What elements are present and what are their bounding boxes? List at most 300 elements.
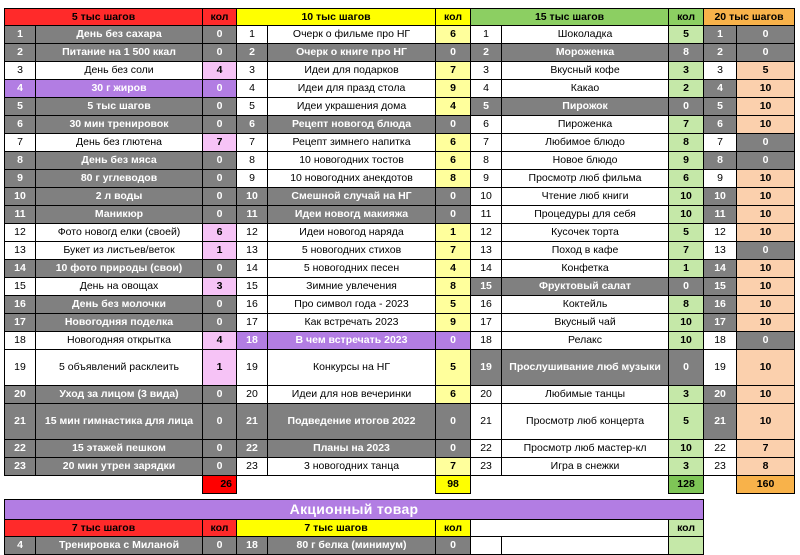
task-10k: 5 новогодних песен bbox=[268, 260, 436, 278]
task-5k: 5 тыс шагов bbox=[36, 98, 203, 116]
task-5k: День без соли bbox=[36, 62, 203, 80]
promo-header-kol: кол bbox=[203, 520, 237, 537]
table-row bbox=[5, 44, 795, 62]
promo-header-kol-2: кол bbox=[436, 520, 471, 537]
task-5k: День без мяса bbox=[36, 152, 203, 170]
task-15k: Релакс bbox=[502, 332, 669, 350]
row-number-10k: 22 bbox=[237, 440, 268, 458]
totals-spacer bbox=[704, 476, 737, 494]
row-number-5k: 7 bbox=[5, 134, 36, 152]
header-15k: 15 тыс шагов bbox=[471, 9, 669, 26]
promo-blank-count bbox=[669, 537, 704, 555]
table-row bbox=[5, 404, 795, 440]
task-5k: 5 объявлений расклеить bbox=[36, 350, 203, 386]
count-15k: 8 bbox=[669, 296, 704, 314]
promo-item-1: Тренировка с Миланой bbox=[36, 537, 203, 555]
task-10k: Про символ года - 2023 bbox=[268, 296, 436, 314]
task-15k: Просмотр люб мастер-кл bbox=[502, 440, 669, 458]
promo-number-1: 4 bbox=[5, 537, 36, 555]
row-number-5k: 20 bbox=[5, 386, 36, 404]
count-10k: 0 bbox=[436, 332, 471, 350]
row-number-5k: 17 bbox=[5, 314, 36, 332]
count-15k: 3 bbox=[669, 386, 704, 404]
count-20k: 8 bbox=[737, 458, 795, 476]
row-number-10k: 16 bbox=[237, 296, 268, 314]
promo-banner-row bbox=[5, 500, 795, 520]
count-15k: 5 bbox=[669, 224, 704, 242]
task-15k: Конфетка bbox=[502, 260, 669, 278]
task-5k: 2 л воды bbox=[36, 188, 203, 206]
count-5k: 0 bbox=[203, 80, 237, 98]
row-number-15k: 9 bbox=[471, 170, 502, 188]
table-row bbox=[5, 350, 795, 386]
count-20k: 5 bbox=[737, 62, 795, 80]
row-number-20k: 20 bbox=[704, 386, 737, 404]
table-row bbox=[5, 458, 795, 476]
table-row bbox=[5, 134, 795, 152]
totals-spacer bbox=[237, 476, 436, 494]
promo-item-2: 80 г белка (минимум) bbox=[268, 537, 436, 555]
count-20k: 10 bbox=[737, 80, 795, 98]
promo-blank-num bbox=[471, 537, 502, 555]
task-5k: День без сахара bbox=[36, 26, 203, 44]
row-number-15k: 23 bbox=[471, 458, 502, 476]
table-row bbox=[5, 296, 795, 314]
row-number-5k: 21 bbox=[5, 404, 36, 440]
count-15k: 7 bbox=[669, 116, 704, 134]
header-5k: 5 тыс шагов bbox=[5, 9, 203, 26]
count-5k: 1 bbox=[203, 242, 237, 260]
count-5k: 0 bbox=[203, 152, 237, 170]
row-number-5k: 16 bbox=[5, 296, 36, 314]
count-20k: 10 bbox=[737, 170, 795, 188]
count-15k: 10 bbox=[669, 188, 704, 206]
task-5k: 10 фото природы (свои) bbox=[36, 260, 203, 278]
row-number-10k: 1 bbox=[237, 26, 268, 44]
row-number-5k: 8 bbox=[5, 152, 36, 170]
count-5k: 0 bbox=[203, 188, 237, 206]
row-number-10k: 14 bbox=[237, 260, 268, 278]
task-15k: Пирожок bbox=[502, 98, 669, 116]
row-number-5k: 1 bbox=[5, 26, 36, 44]
row-number-10k: 2 bbox=[237, 44, 268, 62]
count-20k: 0 bbox=[737, 332, 795, 350]
promo-row bbox=[5, 537, 795, 555]
task-5k: Фото новогд елки (своей) bbox=[36, 224, 203, 242]
total-10k: 98 bbox=[436, 476, 471, 494]
count-10k: 5 bbox=[436, 296, 471, 314]
row-number-20k: 13 bbox=[704, 242, 737, 260]
count-5k: 0 bbox=[203, 440, 237, 458]
row-number-5k: 6 bbox=[5, 116, 36, 134]
task-5k: Новогодняя поделка bbox=[36, 314, 203, 332]
count-20k: 10 bbox=[737, 350, 795, 386]
task-10k: Идеи новогд макияжа bbox=[268, 206, 436, 224]
row-number-20k: 19 bbox=[704, 350, 737, 386]
count-20k: 7 bbox=[737, 440, 795, 458]
task-10k: 3 новогодних танца bbox=[268, 458, 436, 476]
row-number-15k: 6 bbox=[471, 116, 502, 134]
row-number-20k: 16 bbox=[704, 296, 737, 314]
task-15k: Любимое блюдо bbox=[502, 134, 669, 152]
row-number-10k: 3 bbox=[237, 62, 268, 80]
row-number-10k: 10 bbox=[237, 188, 268, 206]
header-20k: 20 тыс шагов bbox=[704, 9, 795, 26]
count-15k: 0 bbox=[669, 278, 704, 296]
count-20k: 10 bbox=[737, 188, 795, 206]
count-5k: 0 bbox=[203, 314, 237, 332]
row-number-5k: 4 bbox=[5, 80, 36, 98]
row-number-20k: 11 bbox=[704, 206, 737, 224]
row-number-15k: 19 bbox=[471, 350, 502, 386]
promo-header-row bbox=[5, 520, 795, 537]
count-5k: 3 bbox=[203, 278, 237, 296]
row-number-5k: 12 bbox=[5, 224, 36, 242]
row-number-15k: 3 bbox=[471, 62, 502, 80]
count-5k: 6 bbox=[203, 224, 237, 242]
row-number-5k: 19 bbox=[5, 350, 36, 386]
count-15k: 10 bbox=[669, 440, 704, 458]
count-15k: 7 bbox=[669, 242, 704, 260]
table-row bbox=[5, 278, 795, 296]
row-number-15k: 14 bbox=[471, 260, 502, 278]
count-20k: 10 bbox=[737, 116, 795, 134]
row-number-15k: 2 bbox=[471, 44, 502, 62]
count-15k: 5 bbox=[669, 404, 704, 440]
count-5k: 4 bbox=[203, 332, 237, 350]
task-10k: В чем встречать 2023 bbox=[268, 332, 436, 350]
count-15k: 0 bbox=[669, 98, 704, 116]
row-number-20k: 21 bbox=[704, 404, 737, 440]
task-10k: Идеи для празд стола bbox=[268, 80, 436, 98]
task-5k: День без молочки bbox=[36, 296, 203, 314]
count-15k: 10 bbox=[669, 314, 704, 332]
task-15k: Процедуры для себя bbox=[502, 206, 669, 224]
row-number-5k: 15 bbox=[5, 278, 36, 296]
task-5k: 30 г жиров bbox=[36, 80, 203, 98]
row-number-5k: 22 bbox=[5, 440, 36, 458]
row-number-15k: 18 bbox=[471, 332, 502, 350]
row-number-5k: 9 bbox=[5, 170, 36, 188]
count-20k: 0 bbox=[737, 152, 795, 170]
count-5k: 4 bbox=[203, 62, 237, 80]
count-5k: 0 bbox=[203, 458, 237, 476]
count-20k: 10 bbox=[737, 296, 795, 314]
total-5k: 26 bbox=[203, 476, 237, 494]
header-kol-5k: кол bbox=[203, 9, 237, 26]
row-number-5k: 11 bbox=[5, 206, 36, 224]
row-number-15k: 12 bbox=[471, 224, 502, 242]
task-10k: 10 новогодних тостов bbox=[268, 152, 436, 170]
row-number-10k: 15 bbox=[237, 278, 268, 296]
count-10k: 7 bbox=[436, 458, 471, 476]
table-row bbox=[5, 440, 795, 458]
table-row bbox=[5, 224, 795, 242]
row-number-10k: 21 bbox=[237, 404, 268, 440]
table-row bbox=[5, 26, 795, 44]
count-15k: 8 bbox=[669, 44, 704, 62]
task-10k: Подведение итогов 2022 bbox=[268, 404, 436, 440]
row-number-15k: 10 bbox=[471, 188, 502, 206]
task-15k: Новое блюдо bbox=[502, 152, 669, 170]
count-5k: 0 bbox=[203, 386, 237, 404]
row-number-20k: 8 bbox=[704, 152, 737, 170]
count-15k: 8 bbox=[669, 134, 704, 152]
count-15k: 3 bbox=[669, 458, 704, 476]
row-number-15k: 21 bbox=[471, 404, 502, 440]
task-10k: Конкурсы на НГ bbox=[268, 350, 436, 386]
count-20k: 10 bbox=[737, 278, 795, 296]
count-5k: 0 bbox=[203, 116, 237, 134]
count-20k: 10 bbox=[737, 386, 795, 404]
row-number-10k: 9 bbox=[237, 170, 268, 188]
header-10k: 10 тыс шагов bbox=[237, 9, 436, 26]
table-row bbox=[5, 314, 795, 332]
count-5k: 0 bbox=[203, 98, 237, 116]
table-row bbox=[5, 62, 795, 80]
task-15k: Мороженка bbox=[502, 44, 669, 62]
task-5k: 15 этажей пешком bbox=[36, 440, 203, 458]
task-15k: Вкусный чай bbox=[502, 314, 669, 332]
count-10k: 6 bbox=[436, 386, 471, 404]
row-number-10k: 7 bbox=[237, 134, 268, 152]
promo-spacer bbox=[704, 537, 795, 555]
count-10k: 9 bbox=[436, 314, 471, 332]
count-10k: 7 bbox=[436, 242, 471, 260]
row-number-20k: 7 bbox=[704, 134, 737, 152]
row-number-5k: 23 bbox=[5, 458, 36, 476]
row-number-20k: 14 bbox=[704, 260, 737, 278]
row-number-15k: 4 bbox=[471, 80, 502, 98]
task-10k: Идеи для подарков bbox=[268, 62, 436, 80]
task-15k: Поход в кафе bbox=[502, 242, 669, 260]
banner-spacer bbox=[704, 500, 795, 520]
count-10k: 7 bbox=[436, 62, 471, 80]
count-20k: 0 bbox=[737, 26, 795, 44]
row-number-10k: 4 bbox=[237, 80, 268, 98]
promo-header-7k: 7 тыс шагов bbox=[5, 520, 203, 537]
count-10k: 1 bbox=[436, 224, 471, 242]
task-15k: Прослушивание люб музыки bbox=[502, 350, 669, 386]
header-kol-15k: кол bbox=[669, 9, 704, 26]
row-number-20k: 17 bbox=[704, 314, 737, 332]
task-10k: Идеи украшения дома bbox=[268, 98, 436, 116]
row-number-5k: 3 bbox=[5, 62, 36, 80]
row-number-20k: 4 bbox=[704, 80, 737, 98]
row-number-5k: 10 bbox=[5, 188, 36, 206]
task-15k: Просмотр люб концерта bbox=[502, 404, 669, 440]
row-number-15k: 15 bbox=[471, 278, 502, 296]
row-number-15k: 20 bbox=[471, 386, 502, 404]
task-10k: Очерк о книге про НГ bbox=[268, 44, 436, 62]
task-5k: 30 мин тренировок bbox=[36, 116, 203, 134]
promo-banner: Акционный товар bbox=[5, 500, 704, 520]
count-5k: 0 bbox=[203, 206, 237, 224]
totals-row bbox=[5, 476, 795, 494]
count-20k: 0 bbox=[737, 134, 795, 152]
row-number-10k: 18 bbox=[237, 332, 268, 350]
task-10k: Идеи для нов вечеринки bbox=[268, 386, 436, 404]
table-row bbox=[5, 188, 795, 206]
promo-header-7k-2: 7 тыс шагов bbox=[237, 520, 436, 537]
task-10k: 10 новогодних анекдотов bbox=[268, 170, 436, 188]
row-number-20k: 5 bbox=[704, 98, 737, 116]
row-number-20k: 10 bbox=[704, 188, 737, 206]
row-number-20k: 6 bbox=[704, 116, 737, 134]
count-10k: 4 bbox=[436, 98, 471, 116]
task-10k: Рецепт новогод блюда bbox=[268, 116, 436, 134]
task-5k: 15 мин гимнастика для лица bbox=[36, 404, 203, 440]
promo-number-2: 18 bbox=[237, 537, 268, 555]
task-15k: Какао bbox=[502, 80, 669, 98]
task-5k: 80 г углеводов bbox=[36, 170, 203, 188]
totals-spacer bbox=[471, 476, 669, 494]
count-15k: 10 bbox=[669, 206, 704, 224]
count-15k: 6 bbox=[669, 170, 704, 188]
row-number-10k: 8 bbox=[237, 152, 268, 170]
task-15k: Чтение люб книги bbox=[502, 188, 669, 206]
count-5k: 0 bbox=[203, 170, 237, 188]
count-10k: 5 bbox=[436, 350, 471, 386]
row-number-10k: 23 bbox=[237, 458, 268, 476]
header-kol-10k: кол bbox=[436, 9, 471, 26]
count-20k: 10 bbox=[737, 206, 795, 224]
row-number-20k: 22 bbox=[704, 440, 737, 458]
totals-spacer bbox=[5, 476, 203, 494]
count-5k: 1 bbox=[203, 350, 237, 386]
promo-count-1: 0 bbox=[203, 537, 237, 555]
row-number-20k: 15 bbox=[704, 278, 737, 296]
task-5k: Уход за лицом (3 вида) bbox=[36, 386, 203, 404]
task-15k: Шоколадка bbox=[502, 26, 669, 44]
count-10k: 9 bbox=[436, 80, 471, 98]
count-20k: 10 bbox=[737, 260, 795, 278]
task-15k: Коктейль bbox=[502, 296, 669, 314]
promo-blank-item bbox=[502, 537, 669, 555]
row-number-20k: 18 bbox=[704, 332, 737, 350]
task-10k: Рецепт зимнего напитка bbox=[268, 134, 436, 152]
count-10k: 8 bbox=[436, 170, 471, 188]
task-15k: Фруктовый салат bbox=[502, 278, 669, 296]
row-number-20k: 12 bbox=[704, 224, 737, 242]
promo-header-spacer bbox=[704, 520, 795, 537]
row-number-5k: 5 bbox=[5, 98, 36, 116]
task-5k: Питание на 1 500 ккал bbox=[36, 44, 203, 62]
count-10k: 6 bbox=[436, 26, 471, 44]
row-number-10k: 12 bbox=[237, 224, 268, 242]
table-row bbox=[5, 206, 795, 224]
row-number-15k: 5 bbox=[471, 98, 502, 116]
row-number-15k: 16 bbox=[471, 296, 502, 314]
count-20k: 0 bbox=[737, 242, 795, 260]
count-5k: 0 bbox=[203, 296, 237, 314]
count-5k: 0 bbox=[203, 44, 237, 62]
task-5k: Маникюр bbox=[36, 206, 203, 224]
count-10k: 4 bbox=[436, 260, 471, 278]
task-10k: Идеи новогод наряда bbox=[268, 224, 436, 242]
task-10k: Планы на 2023 bbox=[268, 440, 436, 458]
count-10k: 0 bbox=[436, 188, 471, 206]
task-15k: Пироженка bbox=[502, 116, 669, 134]
task-5k: День без глютена bbox=[36, 134, 203, 152]
count-20k: 0 bbox=[737, 44, 795, 62]
count-10k: 0 bbox=[436, 116, 471, 134]
task-10k: Очерк о фильме про НГ bbox=[268, 26, 436, 44]
row-number-15k: 22 bbox=[471, 440, 502, 458]
task-15k: Любимые танцы bbox=[502, 386, 669, 404]
count-5k: 0 bbox=[203, 404, 237, 440]
challenge-table bbox=[4, 8, 795, 555]
task-5k: 20 мин утрен зарядки bbox=[36, 458, 203, 476]
task-5k: Букет из листьев/веток bbox=[36, 242, 203, 260]
row-number-5k: 13 bbox=[5, 242, 36, 260]
task-5k: Новогодняя открытка bbox=[36, 332, 203, 350]
row-number-10k: 17 bbox=[237, 314, 268, 332]
count-10k: 0 bbox=[436, 206, 471, 224]
row-number-5k: 14 bbox=[5, 260, 36, 278]
task-10k: Смешной случай на НГ bbox=[268, 188, 436, 206]
task-10k: Как встречать 2023 bbox=[268, 314, 436, 332]
count-15k: 1 bbox=[669, 260, 704, 278]
row-number-15k: 13 bbox=[471, 242, 502, 260]
row-number-10k: 20 bbox=[237, 386, 268, 404]
count-20k: 10 bbox=[737, 98, 795, 116]
table-row bbox=[5, 332, 795, 350]
count-15k: 10 bbox=[669, 332, 704, 350]
total-20k: 160 bbox=[737, 476, 795, 494]
count-10k: 6 bbox=[436, 134, 471, 152]
row-number-5k: 18 bbox=[5, 332, 36, 350]
task-15k: Кусочек торта bbox=[502, 224, 669, 242]
header-row bbox=[5, 9, 795, 26]
row-number-10k: 11 bbox=[237, 206, 268, 224]
table-row bbox=[5, 170, 795, 188]
table-row bbox=[5, 80, 795, 98]
task-5k: День на овощах bbox=[36, 278, 203, 296]
table-row bbox=[5, 386, 795, 404]
task-15k: Вкусный кофе bbox=[502, 62, 669, 80]
count-5k: 0 bbox=[203, 26, 237, 44]
row-number-10k: 6 bbox=[237, 116, 268, 134]
promo-count-2: 0 bbox=[436, 537, 471, 555]
count-20k: 10 bbox=[737, 404, 795, 440]
count-15k: 0 bbox=[669, 350, 704, 386]
table-row bbox=[5, 116, 795, 134]
row-number-20k: 9 bbox=[704, 170, 737, 188]
task-15k: Просмотр люб фильма bbox=[502, 170, 669, 188]
row-number-10k: 19 bbox=[237, 350, 268, 386]
row-number-20k: 23 bbox=[704, 458, 737, 476]
row-number-10k: 13 bbox=[237, 242, 268, 260]
task-10k: 5 новогодних стихов bbox=[268, 242, 436, 260]
row-number-5k: 2 bbox=[5, 44, 36, 62]
count-20k: 10 bbox=[737, 224, 795, 242]
table-row bbox=[5, 242, 795, 260]
count-5k: 0 bbox=[203, 260, 237, 278]
row-number-20k: 2 bbox=[704, 44, 737, 62]
promo-header-blank bbox=[471, 520, 669, 537]
task-10k: Зимние увлечения bbox=[268, 278, 436, 296]
count-10k: 8 bbox=[436, 278, 471, 296]
row-number-15k: 1 bbox=[471, 26, 502, 44]
row-number-15k: 11 bbox=[471, 206, 502, 224]
count-10k: 6 bbox=[436, 152, 471, 170]
count-20k: 10 bbox=[737, 314, 795, 332]
row-number-15k: 8 bbox=[471, 152, 502, 170]
count-5k: 7 bbox=[203, 134, 237, 152]
count-10k: 0 bbox=[436, 404, 471, 440]
count-10k: 0 bbox=[436, 440, 471, 458]
